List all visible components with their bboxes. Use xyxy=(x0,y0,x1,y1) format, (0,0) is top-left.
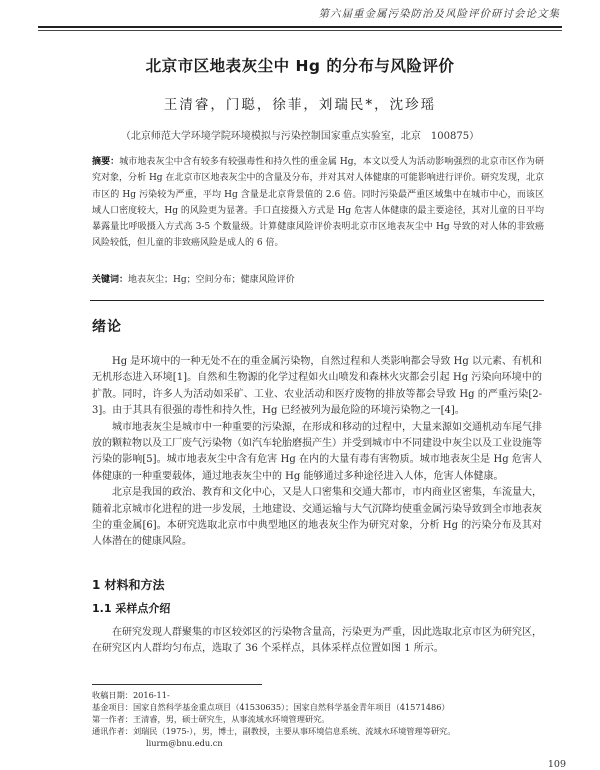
intro-heading: 绪论 xyxy=(92,319,122,335)
keywords-text: 地表灰尘；Hg；空间分布；健康风险评价 xyxy=(128,275,295,285)
intro-paragraph: 城市地表灰尘是城市中一种重要的污染源，在形成和移动的过程中，大量来源如交通机动车尾气排放的颗粒物以及工厂废气污染物（如汽车轮胎磨损产生）并受到城市中不同建设中灰尘以及工业设施等污染的影响[5]。城市地表灰尘中含有危害 Hg 在内的大量有毒有害物质。城市地表灰尘是 Hg 危害人体健康的一种重要载体，通过地表灰尘中的 Hg 能够通过多种途径进入人体，危害人体健康。 xyxy=(92,421,542,482)
abstract-text: 城市地表灰尘中含有较多有较强毒性和持久性的重金属 Hg，本文以受人为活动影响强烈的北京市区作为研究对象，分析 Hg 在北京市区地表灰尘中的含量及分布，并对其对人体健康的可能影响进行评价。研究发现，北京市区的 Hg 污染较为严重，平均 Hg 含量是北京背景值的 2.6 倍。同时污染最严重区域集中在城市中心，而该区域人口密度较大，Hg 的风险更为显著。手口直接摄入方式是 Hg 危害人体健康的最主要途径，其对儿童的日平均暴露量比呼吸摄入方式高 3-5 个数量级。计算健康风险评价表明北京市区地表灰尘中 Hg 导致的对人体的非致癌风险较低，但儿童的非致癌风险是成人的 6 倍。 xyxy=(92,157,544,249)
methods-body xyxy=(92,625,542,658)
paper-title: 北京市区地表灰尘中 Hg 的分布与风险评价 xyxy=(145,57,455,75)
footnote-received: 收稿日期：2016-11- xyxy=(92,690,170,700)
abstract-label: 摘要： xyxy=(92,157,120,167)
footnote-funding: 基金项目：国家自然科学基金重点项目（41530635）；国家自然科学基金青年项目（41571486） xyxy=(92,702,450,712)
section-divider xyxy=(90,300,544,301)
header-rule xyxy=(38,26,562,28)
intro-body xyxy=(92,354,542,551)
footnote-first-author: 第一作者：王清睿，男，硕士研究生，从事流域水环境管理研究。 xyxy=(92,714,330,724)
methods-paragraph: 在研究发现人群聚集的市区较郊区的污染物含量高，污染更为严重，因此选取北京市区为研究区，在研究区内人群均匀布点，选取了 36 个采样点，具体采样点位置如图 1 所示。 xyxy=(92,627,542,655)
abstract-block xyxy=(92,154,544,252)
footnote-email: liurm@bnu.edu.cn xyxy=(146,738,223,748)
author-affiliation: （北京师范大学环境学院环境模拟与污染控制国家重点实验室，北京 100875） xyxy=(120,131,480,142)
header-rule-secondary xyxy=(38,30,562,31)
sampling-subheading: 1.1 采样点介绍 xyxy=(92,602,171,615)
page-number: 109 xyxy=(547,759,566,770)
running-header: 第六届重金属污染防治及风险评价研讨会论文集 xyxy=(318,8,560,20)
keywords-block xyxy=(92,272,544,285)
intro-paragraph: 北京是我国的政治、教育和文化中心，又是人口密集和交通大都市，市内商业区密集，车流量大，随着北京城市化进程的进一步发展，土地建设、交通运输与大气沉降均使重金属污染导致到全市地表灰尘的重金属[6]。本研究选取北京市中典型地区的地表灰尘作为研究对象，分析 Hg 的污染分布及其对人体潜在的健康风险。 xyxy=(92,487,542,548)
methods-heading: 1 材料和方法 xyxy=(92,578,165,592)
footnotes-block xyxy=(92,689,540,749)
keywords-label: 关键词： xyxy=(92,275,129,285)
footnote-rule xyxy=(92,684,262,685)
intro-paragraph: Hg 是环境中的一种无处不在的重金属污染物，自然过程和人类影响都会导致 Hg 以元素、有机和无机形态进入环境[1]。自然和生物源的化学过程如火山喷发和森林火灾都会引起 Hg 污染向环境中的扩散。同时，许多人为活动如采矿、工业、农业活动和医疗废物的排放等都会导致 Hg 的严重污染[2-3]。由于其具有很强的毒性和持久性，Hg 已经被列为最危险的环境污染物之一[4]。 xyxy=(92,356,542,417)
footnote-corresponding-author: 通讯作者：刘瑞民（1975-），男，博士，副教授，主要从事环境信息系统、流域水环境管理等研究。 xyxy=(92,726,456,736)
author-list: 王清睿，门聪，徐菲，刘瑞民*，沈珍瑶 xyxy=(163,97,437,113)
